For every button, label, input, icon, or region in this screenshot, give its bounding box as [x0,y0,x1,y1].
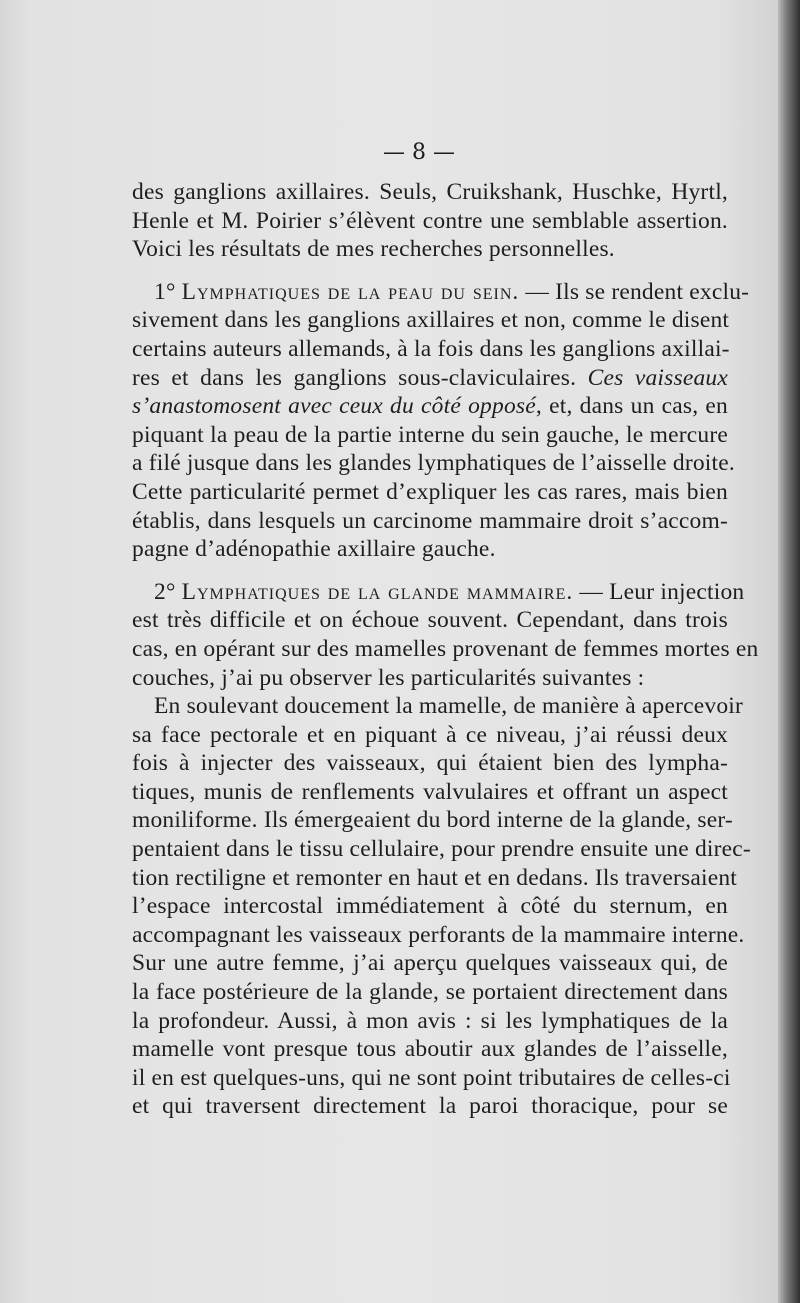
italic-phrase: s’anastomosent avec ceux du côté opposé [132,393,536,420]
paragraph-2 [132,278,750,564]
text-line: mamelle vont presque tous aboutir aux glandes de l’aisselle, [132,1036,728,1063]
text-fragment: res et dans les ganglions sous-claviculaires. [132,364,577,391]
text-fragment: , et, dans un cas, en [535,393,728,420]
text-line-with-italic [132,392,728,421]
text-line: a filé jusque dans les glandes lymphatiques de l’aisselle droite. [132,450,735,477]
text-line: En soulevant doucement la mamelle, de manière à apercevoir [154,693,744,720]
paragraph-1 [132,178,728,264]
text-line: cas, en opérant sur des mamelles provenant de femmes mortes en [132,635,759,662]
text-line: la face postérieure de la glande, se portaient directement dans [132,979,728,1006]
section-number: 2° [154,578,176,605]
text-line: Sur une autre femme, j’ai aperçu quelques vaisseaux qui, de [132,950,728,977]
text-line: moniliforme. Ils émergeaient du bord interne de la glande, ser- [132,807,733,834]
section-number: 1° [154,278,176,305]
text-line: est très difficile et on échoue souvent. Cependant, dans trois [132,607,728,634]
text-line: Henle et M. Poirier s’élèvent contre une semblable assertion. [132,207,728,234]
text-line: l’espace intercostal immédiatement à côté du sternum, en [132,893,728,920]
text-line: et qui traversent directement la paroi thoracique, pour se [132,1093,728,1120]
text-line: tiques, munis de renflements valvulaires et offrant un aspect [132,778,728,805]
section-heading: Lymphatiques de la glande mammaire. [181,578,574,605]
page-number: — 8 — [383,140,455,165]
paragraph-3 [132,578,759,692]
text-line: fois à injecter des vaisseaux, qui étaient bien des lympha- [132,750,728,777]
text-line: Voici les résultats de mes recherches personnelles. [132,236,615,263]
heading-continuation: — Ils se rendent exclu- [525,278,750,305]
heading-continuation: — Leur injection [579,578,745,605]
text-line: des ganglions axillaires. Seuls, Cruikshank, Huschke, Hyrtl, [132,179,728,205]
text-line: sivement dans les ganglions axillaires et non, comme le disent [132,307,730,334]
text-line-with-italic [132,364,728,393]
text-line: couches, j’ai pu observer les particularités suivantes : [132,664,645,691]
text-line: il en est quelques-uns, qui ne sont point tributaires de celles-ci [132,1064,731,1091]
page-gutter-shadow [778,0,800,1303]
text-line: accompagnant les vaisseaux perforants de la mammaire interne. [132,921,745,948]
text-line: la profondeur. Aussi, à mon avis : si les lymphatiques de la [132,1007,728,1034]
text-line: pagne d’adénopathie axillaire gauche. [132,536,496,563]
text-line: certains auteurs allemands, à la fois dans les ganglions axillai- [132,335,730,362]
text-line: sa face pectorale et en piquant à ce niveau, j’ai réussi deux [132,721,728,748]
text-line: Cette particularité permet d’expliquer les cas rares, mais bien [132,478,728,505]
section-heading-line [132,578,745,607]
text-line: pentaient dans le tissu cellulaire, pour prendre ensuite une direc- [132,836,751,863]
section-heading-line [132,278,750,307]
text-line: établis, dans lesquels un carcinome mammaire droit s’accom- [132,507,728,534]
text-line: piquant la peau de la partie interne du sein gauche, le mercure [132,421,728,448]
text-line: tion rectiligne et remonter en haut et en dedans. Ils traversaient [132,864,738,891]
body-text [132,178,759,1121]
section-heading: Lymphatiques de la peau du sein. [181,278,520,305]
italic-phrase: Ces vaisseaux [587,364,728,391]
paragraph-4 [132,692,751,1121]
